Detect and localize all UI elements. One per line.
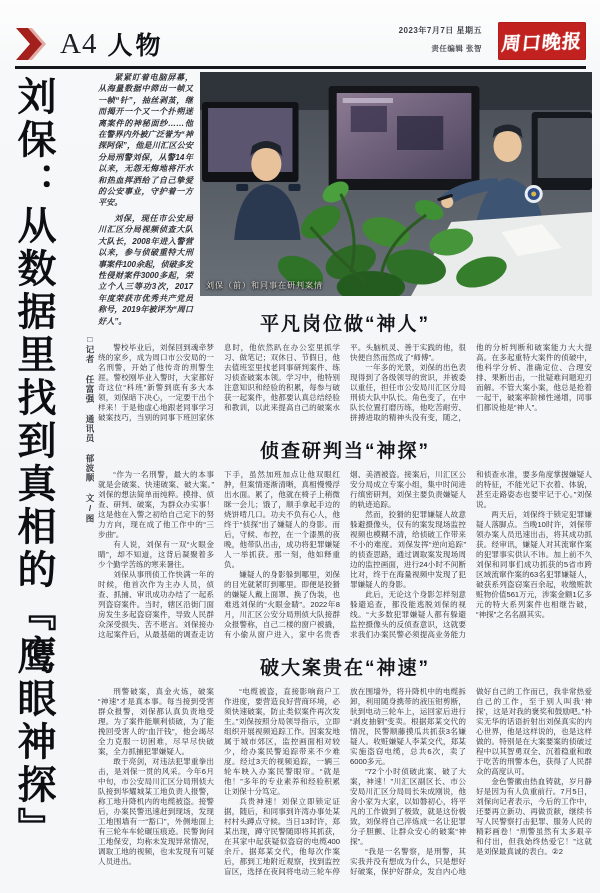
intro-column: [98, 72, 200, 326]
date-label: 2023年7月7日 星期五: [398, 26, 482, 35]
masthead-logo: [498, 22, 586, 60]
reporter-byline: □记者 任富强 通讯员 郁波顺 文/图: [85, 334, 95, 524]
masthead-title: 周口晚报: [500, 31, 584, 55]
article-body: [98, 72, 592, 877]
body-paragraph: 此后，无论这个身影怎样刻意躲避追查，都没能逃脱刘保的视线。“大多数犯罪嫌疑人都有躲避监控摄像头的反侦查意识，这就要求我们办案民警必须提高业务能力和侦查水准，要多角度掌握嫌疑人的特征，不能光记下衣着、体貌，甚至走路姿态也要牢记于心。”刘保说。: [350, 470, 592, 639]
body-paragraph: “电缆被盗，直接影响商户工作进度，要营造良好营商环境，必须快速破案，防止类似案件再次发生。”刘保按照分局领导指示，立即组织开展视频追踪工作。因案发地属于城市郊区，监控画面相对较少，给办案民警追踪带来不少难度。经过3天的视频追踪，一辆三轮车映入办案民警眼帘。“就是他！”多年的专业素养和经验积累让刘保十分笃定。: [224, 687, 340, 796]
body-paragraph: 警校毕业后，刘保回到魂牵梦绕的家乡，成为周口市公安局的一名刑警，开始了他传奇的刑警生涯。警校刚毕业入警时，大家都好奇这位“科班”新警到底有多大本领，刘保暗下决心，一定要干出个样来！于是他虚心地跟老同事学习破案技巧，当别的同事下班回家休息时，他依然趴在办公室里抓学习、做笔记；双休日、节假日，他去值班室里找老同事研判案件、练习侦查破案本领。学习中，他特别注意知识和经验的积累，每参与破获一起案件，他都要认真总结经验和教训，以此来提高自己的破案水平。头脑机灵、善于实践的他，很快便自然而然成了“师傅”。: [98, 343, 466, 422]
body-paragraph: 敢于亮剑，对违法犯罪重拳出击，是刘保一贯的风采。今年6月中旬，市公安局川汇区分局刑侦大队接到华耀城某工地负责人报警，称工地升降机内的电缆被盗。接警后，办案民警迅速赶到现场，发现工地围墙有一“豁口”，外侧地面上有三轮车车轮碾压痕迹。民警询问工地保安，均称未发现异常情况，调取工地的视频，也未发现有可疑人员进出。: [98, 757, 214, 866]
body-paragraph: “72个小时侦破此案、破了大案，神速！”川汇区副区长、市公安局川汇区分局局长朱成刚说，他舍小家为大家，以如磐初心，将平凡的工作做到了极致，就是这份极致，刘保将自己淬炼成一名让犯罪分子胆颤、让群众安心的破案“神探”。: [350, 767, 466, 846]
edition-block: [16, 26, 163, 62]
page-header: [16, 24, 586, 64]
section-heading: 破大案贵在“神速”: [259, 658, 430, 679]
body-paragraph: 刑警破案，真金火炼，破案“神速”才是真本事。每当接到受害群众报警，刘保都认真负责地受理。为了案件能顺利侦破，为了能挽回受害人的“血汗钱”，他会竭尽全力克服一切困难，尽早尽快破案，全力抓捕犯罪嫌疑人。: [98, 687, 214, 756]
body-paragraph: “我是一名警察，是刑警，其实我并没有想成为什么，只是想好好破案，保护好群众，发自内心地做好自己的工作而已，我非常热爱自己的工作，至于别人叫我‘神探’，这是对我的褒奖和鼓励吧。”朴实无华的话语折射出刘保真实的内心世界，他是这样说的，也是这样做的。特别是在大案要案的侦破过程中以其智勇双全、沉着稳重和敢于吃苦的刑警本色，获得了人民群众的高度认可。: [350, 687, 592, 876]
body-paragraph: 刘保从事刑侦工作快满一年的时候，他首次作为主办人员，侦查、抓捕、审讯成功办结了一起系列盗窃案件。当时，辖区沿街门面房发生多起盗窃案件，导致人民群众深受损失、苦不堪言。刘保接办这起案件后，从最基础的调查走访下手，虽然加班加点让他双眼红肿，但案情逐渐清晰，真相慢慢浮出水面。累了，他就在椅子上稍微眯一会儿；饿了，顺手拿起手边的烧饼啃几口。功夫不负有心人，他终于“侦探”出了嫌疑人的身影。而后，守候、布控，在一个漆黑的夜晚，他带队出击，成功将犯罪嫌疑人一举抓获。那一刻，他如释重负。: [98, 470, 340, 639]
body-paragraph: 金色警徽由热血铸就，岁月静好是因为有人负重前行。7月5日，刘保向记者表示，今后的工作中，还要再立新功、再做贡献，继续书写人民警察打击犯罪、服务人民的精彩画卷！“刑警虽然有太多艰辛和付出，但我始终热爱它！”这就是刘保最真诚的表白。②2: [476, 777, 592, 856]
body-paragraph: 两天后，刘保终于锁定犯罪嫌疑人落脚点。当晚10时许，刘保带领办案人员迅速出击，将其成功抓获。经审讯，嫌疑人对其流窜作案的犯罪事实供认不讳。加上前不久刘保和同事们成功抓获的5省市跨区域流窜作案的63名犯罪嫌疑人，破获系列盗窃案百余起，收缴赃款赃物价值561万元，涉案金额1亿多元的特大系列案件也相继告破，“神探”之名名副其实。: [476, 510, 592, 619]
section-shentan: [98, 436, 592, 640]
date-block: [399, 25, 482, 54]
section-columns: [98, 470, 592, 640]
section-heading: 侦查研判当“神探”: [259, 441, 430, 462]
vertical-headline: 刘保：从数据里找到真相的『鹰眼神探』: [12, 76, 55, 850]
section-columns: [98, 687, 592, 877]
section-label: 人物: [107, 32, 164, 60]
surveillance-monitor: [329, 86, 480, 190]
intro-paragraph: 刘保，现任市公安局川汇区分局视频侦查大队大队长，2008年进入警营以来，参与侦破重特大刑事案件100余起，侦破多发性侵财案件3000多起，荣立个人三等功3次，2017年度荣获市优秀共产党员称号，2019年被评为“周口好人”。: [98, 213, 193, 326]
editor-label: 责任编辑 张智: [431, 44, 482, 53]
body-paragraph: 然而，狡猾的犯罪嫌疑人故意躲避摄像头，仅有的案发现场监控视频也模糊不清，给侦破工作带来不小的难度。刘保发挥“逆向追踪”的侦查思路，通过调取案发现场周边的监控画面，进行24小时不间断比对，终于在海量视频中发现了犯罪嫌疑人的身影。: [350, 510, 466, 589]
body-paragraph: 嫌疑人的身影躲到哪里，刘保的目光就紧盯到哪里。即便是狡猾的嫌疑人戴上面罩、换了伪装，也难逃刘保的“火眼金睛”。2022年8月，川汇区公安分局刑侦大队接群众报警称，自己二楼的窗户被撬，有小偷从窗户进入，家中名贵香烟、美酒被盗。接案后，川汇区公安分局成立专案小组，集中时间进行缜密研判，刘保主要负责嫌疑人的轨迹追踪。: [224, 470, 466, 639]
body-paragraph: “作为一名刑警，最大的本事就是会破案、快速破案、破大案。”刘保的想法简单而纯粹。摸排、侦查、研判、破案，为群众办实事！这是他在入警之初给自己定下的努力方向，现在成了他工作中的“三步曲”。: [98, 470, 214, 539]
section-shensu: [98, 653, 592, 877]
photo-caption: 刘保（前）和同事在研判案情: [206, 281, 323, 290]
body-paragraph: 兵贵神速！刘保立即锁定证据，随后，和同事到许湾办事处某村村头蹲点守候。当日13时许，郑某出现，蹲守民警随即将其抓获，在其家中起获疑似盗窃的电缆400余斤。据郑某交代，他每次作案后，都到工地附近观察，找到监控盲区，选择在夜间将电动三轮车停放在围墙外，将升降机中的电缆拆卸，利用随身携带的液压钳剪断，驮到电动三轮车上，运回家后进行“剥皮抽铜”变卖。根据郑某交代的情况，民警顺藤摸瓜共抓获3名嫌疑人。收赃嫌疑人李某交代，郑某实施盗窃电缆，总共6次，卖了6000多元。: [224, 687, 466, 876]
news-photo: [200, 72, 592, 296]
edition-label: A4: [60, 27, 98, 60]
body-paragraph: 有人说，刘保有一双“火眼金睛”，却不知道，这背后凝聚着多少个勤学苦练的寒来暑往。: [98, 540, 214, 569]
chevron-icon: [16, 28, 50, 60]
section-columns: [98, 343, 592, 423]
headline-strip: [10, 76, 96, 882]
intro-paragraph: 紧紧盯着电脑屏幕，从海量数据中筛出一帧又一帧“针”，抽丝剥茧，继而揭开一个又一个扑朔迷离案件的神秘面纱……他在警界内外被广泛誉为“神探阿保”，他是川汇区公安分局刑警刘保，从警14年以来，无怨无悔地将汗水和热血挥洒给了自己挚爱的公安事业，守护着一方平安。: [98, 73, 193, 208]
header-divider: [15, 66, 586, 69]
section-heading: 平凡岗位做“神人”: [259, 314, 430, 335]
body-paragraph: 一年多的光景，刘保的出色表现得到了各级领导的赏识，并被委以重任，担任市公安局川汇区分局刑侦大队中队长。角色变了，在中队长位置打磨历练，他吃苦耐劳、拼搏进取的精神头没有变，随之，他的分析判断和破案能力大大提高。在多起重特大案件的侦破中，他科学分析、准确定位、合理安排、果断出击，一批疑难问题迎刃而解。不管大案小案，他总是抢着一起干，破案率阶梯性递增，同事们都说他是“神人”。: [350, 343, 592, 422]
